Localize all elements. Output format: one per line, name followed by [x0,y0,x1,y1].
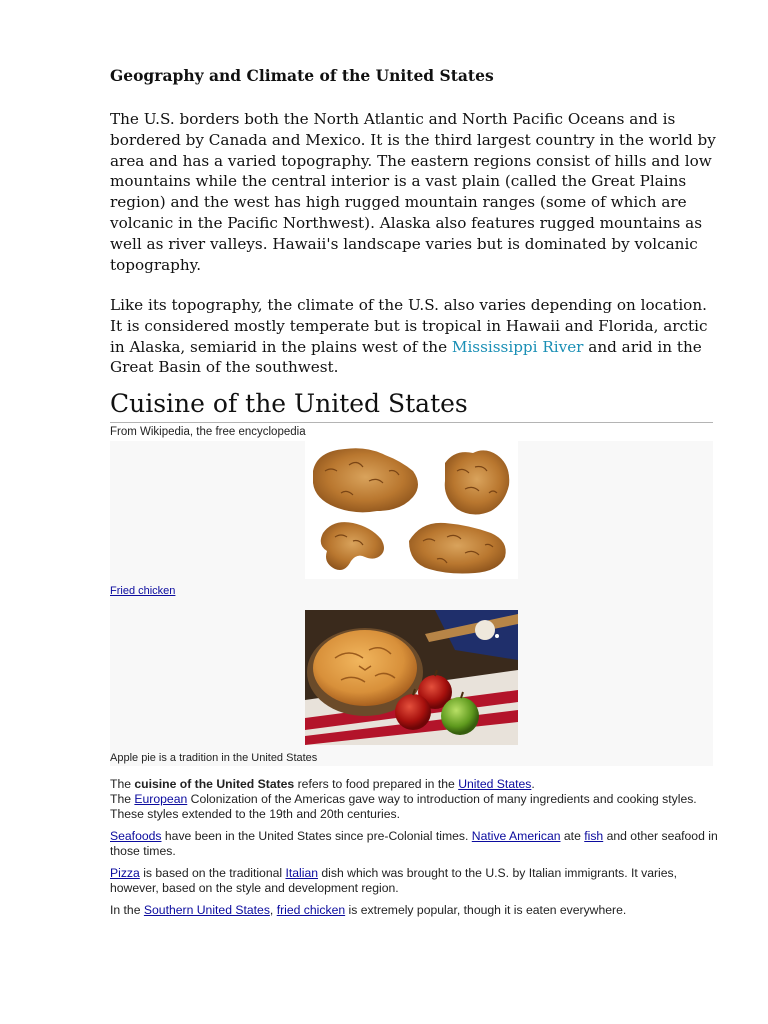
section-title-geography: Geography and Climate of the United States [110,66,494,85]
geography-paragraph-2 [110,295,722,378]
text-span: dish which was brought to the U.S. by Italian immigrants. It varies, however, based on the style and development region. [110,866,678,895]
image-gallery [110,441,713,766]
text-span: have been in the United States since pre-Colonial times. [161,829,472,843]
text-span: Colonization of the Americas gave way to introduction of many ingredients and cooking styles. These styles extended to the 19th and 20th centuries. [110,792,697,821]
text-span: is extremely popular, though it is eaten everywhere. [345,903,627,917]
fish-link[interactable]: fish [584,829,604,843]
geography-paragraph-1: The U.S. borders both the North Atlantic and North Pacific Oceans and is bordered by Canada and Mexico. It is the third largest country in the world by area and has a varied topography. The eastern regions consist of hills and low mountains while the central interior is a vast plain (called the Great Plains region) and the west has high rugged mountain ranges (some of which are volcanic in the Pacific Northwest). Alaska also features rugged mountains as well as river valleys. Hawaii's landscape varies but is dominated by volcanic topography. [110,110,716,274]
cuisine-paragraph-1 [110,777,722,822]
climate-text-start: Like its topography, the climate of the U.S. also varies depending on location. It is considered mostly temperate but is tropical in Hawaii and Florida, arctic in Alaska, semiarid in the plains west of the [110,296,708,356]
text-span: refers to food prepared in the [294,777,459,791]
text-span: is based on the traditional [139,866,286,880]
text-span: The [110,792,135,806]
european-link[interactable]: European [134,792,188,806]
article-title-cuisine: Cuisine of the United States [110,388,713,423]
fried-chicken-caption-link[interactable]: Fried chicken [110,585,176,597]
cuisine-paragraph-2 [110,829,722,859]
wikipedia-source-line: From Wikipedia, the free encyclopedia [110,426,306,438]
cuisine-paragraph-4 [110,903,722,918]
cuisine-paragraph-3 [110,866,722,896]
text-span: In the [110,903,144,917]
climate-text-end: and arid in the Great Basin of the southwest. [110,337,702,377]
mississippi-river-link[interactable]: Mississippi River [451,337,584,356]
text-span: . [531,777,535,791]
native-american-link[interactable]: Native American [471,829,561,843]
text-span: ate [560,829,585,843]
text-span: and other seafood in those times. [110,829,718,858]
italian-link[interactable]: Italian [285,866,319,880]
fried-chicken-image[interactable] [305,441,518,579]
fried-chicken-link[interactable]: fried chicken [276,903,346,917]
united-states-link[interactable]: United States [458,777,532,791]
text-span: The [110,777,135,791]
cuisine-bold-term: cuisine of the United States [134,777,295,791]
text-span: , [269,903,277,917]
pizza-link[interactable]: Pizza [110,866,140,880]
southern-united-states-link[interactable]: Southern United States [143,903,270,917]
seafoods-link[interactable]: Seafoods [110,829,162,843]
caption-fried-chicken [110,585,175,597]
caption-apple-pie: Apple pie is a tradition in the United States [110,752,318,764]
apple-pie-image[interactable] [305,610,518,745]
